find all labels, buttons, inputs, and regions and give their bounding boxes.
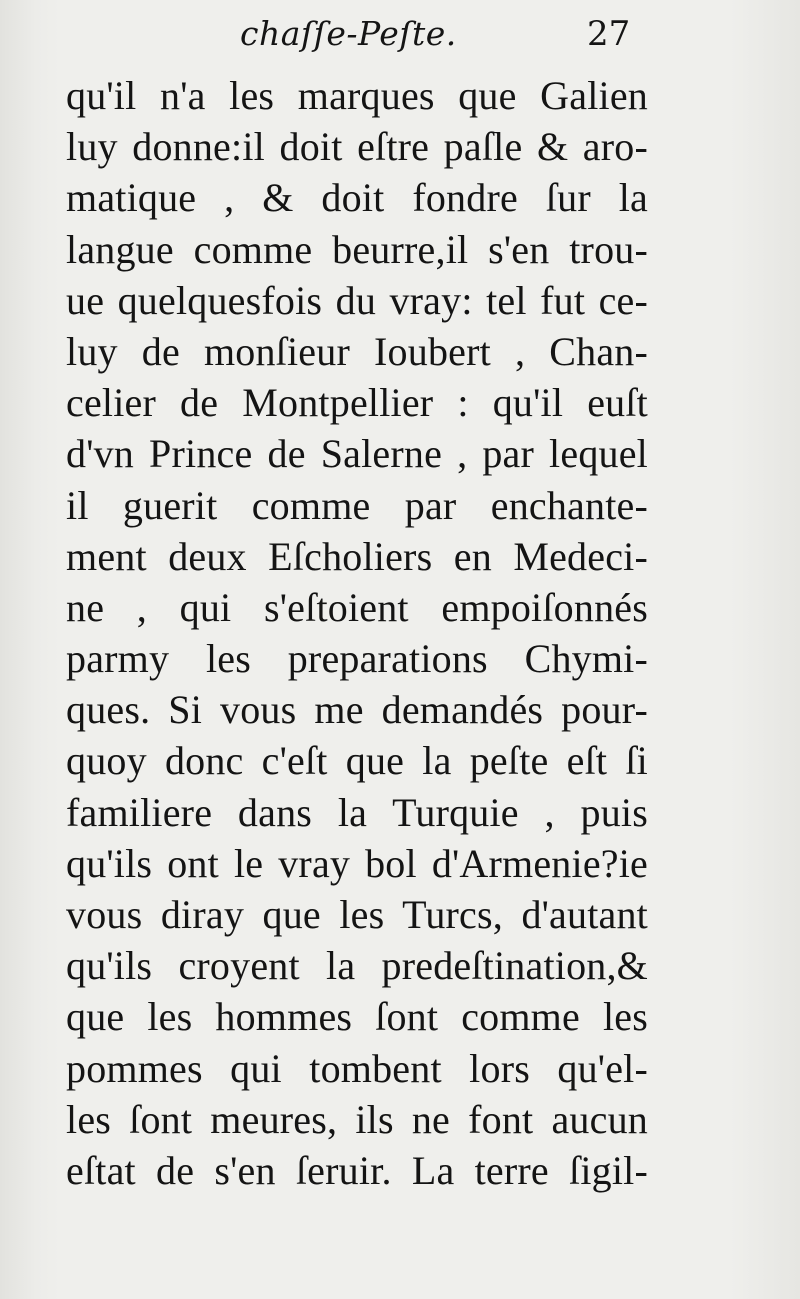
text-line: luy de monſieur Ioubert , Chan- xyxy=(66,328,648,374)
text-line: familiere dans la Turquie , puis xyxy=(66,789,648,835)
text-line: matique , & doit fondre ſur la xyxy=(66,175,648,221)
text-line: pommes qui tombent lors qu'el- xyxy=(66,1045,648,1091)
text-line: ue quelquesfois du vray: tel fut ce- xyxy=(66,277,648,323)
text-line: ne , qui s'eſtoient empoiſonnés xyxy=(66,584,648,630)
text-line: quoy donc c'eſt que la peſte eſt ſi xyxy=(66,738,648,784)
text-line: il guerit comme par enchante- xyxy=(66,482,648,528)
text-line: vous diray que les Turcs, d'autant xyxy=(66,892,648,937)
text-line: ment deux Eſcholiers en Medeci- xyxy=(66,533,648,579)
body-text xyxy=(66,70,648,1196)
text-line: qu'ils croyent la predeſtination,& xyxy=(66,943,648,989)
text-line: luy donne:il doit eſtre paſle & aro- xyxy=(66,124,648,170)
text-line: ques. Si vous me demandés pour- xyxy=(66,687,648,733)
text-line: eſtat de s'en ſeruir. La terre ſigil- xyxy=(66,1147,648,1193)
text-line: qu'il n'a les marques que Galien xyxy=(66,73,648,118)
page-edge-shadow-right xyxy=(730,0,800,1299)
page-number: 27 xyxy=(587,14,631,54)
text-line: d'vn Prince de Salerne , par lequel xyxy=(66,431,648,477)
text-line: que les hommes ſont comme les xyxy=(66,994,648,1040)
text-line: parmy les preparations Chymi- xyxy=(66,636,648,682)
text-line: langue comme beurre,il s'en trou- xyxy=(66,226,648,272)
text-line: qu'ils ont le vray bol d'Armenie?ie xyxy=(66,840,648,886)
page-edge-shadow-left xyxy=(0,0,60,1299)
text-line: celier de Montpellier : qu'il euſt xyxy=(66,380,648,426)
running-head: chaſſe-Peſte. xyxy=(240,14,457,53)
text-line: les ſont meures, ils ne font aucun xyxy=(66,1096,648,1142)
